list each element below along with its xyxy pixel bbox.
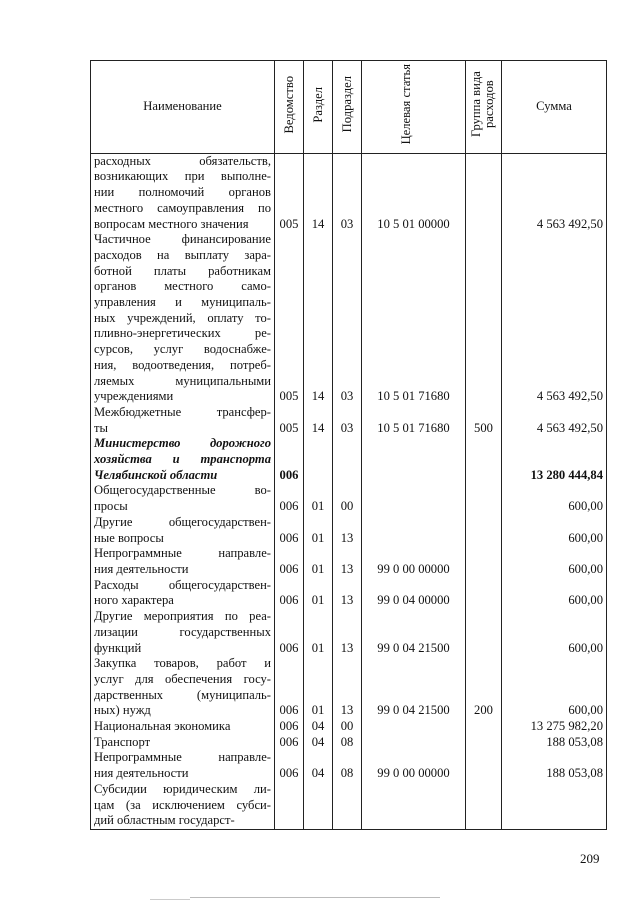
row-name-line: ляемых муниципальными bbox=[94, 373, 271, 388]
row-name-line: Общегосударственные во- bbox=[94, 483, 271, 498]
row-name-line: ботной платы работникам bbox=[94, 263, 271, 278]
row-department: 006 bbox=[275, 483, 304, 514]
row-group bbox=[466, 232, 502, 405]
row-name bbox=[91, 405, 275, 436]
row-name bbox=[91, 153, 275, 232]
row-sum: 600,00 bbox=[502, 578, 607, 609]
row-target: 99 0 00 00000 bbox=[362, 750, 466, 781]
row-group bbox=[466, 750, 502, 781]
row-name bbox=[91, 735, 275, 751]
row-department: 006 bbox=[275, 436, 304, 483]
row-section: 01 bbox=[304, 546, 333, 577]
row-name-line: пливно-энергетических ре- bbox=[94, 326, 271, 341]
row-section: 01 bbox=[304, 656, 333, 719]
row-name-line: учреждениями bbox=[94, 389, 174, 404]
row-name-line: Непрограммные направле- bbox=[94, 546, 271, 561]
table-row bbox=[91, 546, 607, 577]
row-group bbox=[466, 719, 502, 735]
row-name-line: Расходы общегосударствен- bbox=[94, 577, 271, 592]
row-target: 10 5 01 00000 bbox=[362, 153, 466, 232]
row-section: 04 bbox=[304, 719, 333, 735]
row-department: 005 bbox=[275, 232, 304, 405]
row-name-line: сурсов, услуг водоснабже- bbox=[94, 342, 271, 357]
row-name-line: Национальная экономика bbox=[94, 719, 231, 734]
row-department: 006 bbox=[275, 719, 304, 735]
row-section: 14 bbox=[304, 153, 333, 232]
row-subsection: 03 bbox=[333, 153, 362, 232]
row-target: 99 0 04 21500 bbox=[362, 609, 466, 656]
row-name bbox=[91, 750, 275, 781]
row-subsection: 00 bbox=[333, 719, 362, 735]
table-row bbox=[91, 515, 607, 546]
row-department: 006 bbox=[275, 656, 304, 719]
row-sum bbox=[502, 782, 607, 830]
row-name-line: вопросам местного значения bbox=[94, 216, 249, 231]
header-section: Раздел bbox=[304, 61, 333, 154]
row-name bbox=[91, 719, 275, 735]
row-name-line: Частичное финансирование bbox=[94, 232, 271, 247]
row-name-line: Межбюджетные трансфер- bbox=[94, 404, 271, 419]
row-subsection: 13 bbox=[333, 515, 362, 546]
row-name bbox=[91, 578, 275, 609]
row-name-line: ния, водоотведения, потреб- bbox=[94, 357, 271, 372]
row-section: 04 bbox=[304, 750, 333, 781]
row-section: 14 bbox=[304, 232, 333, 405]
table-row bbox=[91, 750, 607, 781]
row-name-line: ния деятельности bbox=[94, 766, 189, 781]
row-subsection: 08 bbox=[333, 750, 362, 781]
row-name bbox=[91, 546, 275, 577]
row-department: 005 bbox=[275, 153, 304, 232]
row-target bbox=[362, 515, 466, 546]
row-name-line: Министерство дорожного bbox=[94, 436, 271, 451]
row-name-line: местного самоуправления по bbox=[94, 200, 271, 215]
row-subsection: 13 bbox=[333, 656, 362, 719]
table-row bbox=[91, 656, 607, 719]
row-target: 99 0 04 00000 bbox=[362, 578, 466, 609]
row-target: 10 5 01 71680 bbox=[362, 232, 466, 405]
row-name-line: Другие мероприятия по реа- bbox=[94, 609, 271, 624]
row-name-line: Непрограммные направле- bbox=[94, 750, 271, 765]
row-target bbox=[362, 735, 466, 751]
footer-rule bbox=[190, 897, 440, 898]
row-section bbox=[304, 782, 333, 830]
row-name-line: расходных обязательств, bbox=[94, 153, 271, 168]
page-number: 209 bbox=[580, 851, 600, 866]
row-target: 99 0 00 00000 bbox=[362, 546, 466, 577]
table-row bbox=[91, 153, 607, 232]
header-name: Наименование bbox=[91, 61, 275, 154]
row-name-line: цам (за исключением субси- bbox=[94, 797, 271, 812]
table-row bbox=[91, 232, 607, 405]
budget-table bbox=[90, 60, 607, 830]
row-department: 005 bbox=[275, 405, 304, 436]
header-department: Ведомство bbox=[275, 61, 304, 154]
row-section: 14 bbox=[304, 405, 333, 436]
row-subsection: 03 bbox=[333, 405, 362, 436]
row-section: 01 bbox=[304, 483, 333, 514]
row-name-line: ты bbox=[94, 420, 108, 435]
header-sum: Сумма bbox=[502, 61, 607, 154]
row-sum: 4 563 492,50 bbox=[502, 232, 607, 405]
row-target: 99 0 04 21500 bbox=[362, 656, 466, 719]
row-department: 006 bbox=[275, 546, 304, 577]
row-name-line: ных учреждений, оплату то- bbox=[94, 310, 271, 325]
row-name-line: просы bbox=[94, 499, 128, 514]
row-name-line: Челябинской области bbox=[94, 467, 218, 482]
row-group bbox=[466, 609, 502, 656]
row-department: 006 bbox=[275, 735, 304, 751]
row-group bbox=[466, 782, 502, 830]
row-sum: 188 053,08 bbox=[502, 750, 607, 781]
row-target bbox=[362, 436, 466, 483]
table-row bbox=[91, 578, 607, 609]
row-subsection bbox=[333, 782, 362, 830]
table-row bbox=[91, 719, 607, 735]
row-department: 006 bbox=[275, 578, 304, 609]
row-target bbox=[362, 719, 466, 735]
row-name-line: услуг для обеспечения госу- bbox=[94, 671, 271, 686]
row-sum: 4 563 492,50 bbox=[502, 153, 607, 232]
table-row bbox=[91, 483, 607, 514]
row-department: 006 bbox=[275, 515, 304, 546]
row-sum: 188 053,08 bbox=[502, 735, 607, 751]
row-subsection: 13 bbox=[333, 546, 362, 577]
row-group bbox=[466, 546, 502, 577]
row-sum: 600,00 bbox=[502, 483, 607, 514]
table-row bbox=[91, 782, 607, 830]
row-name-line: возникающих при выполне- bbox=[94, 169, 271, 184]
row-name bbox=[91, 232, 275, 405]
row-department bbox=[275, 782, 304, 830]
row-subsection: 13 bbox=[333, 578, 362, 609]
row-name-line: ного характера bbox=[94, 593, 174, 608]
table-row bbox=[91, 436, 607, 483]
row-group: 200 bbox=[466, 656, 502, 719]
row-name-line: ных) нужд bbox=[94, 703, 151, 718]
row-name-line: органов местного само- bbox=[94, 279, 271, 294]
row-group: 500 bbox=[466, 405, 502, 436]
row-section bbox=[304, 436, 333, 483]
row-name bbox=[91, 609, 275, 656]
row-department: 006 bbox=[275, 609, 304, 656]
row-sum: 4 563 492,50 bbox=[502, 405, 607, 436]
row-group bbox=[466, 483, 502, 514]
header-subsection: Подраздел bbox=[333, 61, 362, 154]
row-group bbox=[466, 515, 502, 546]
table-row bbox=[91, 405, 607, 436]
row-name-line: Закупка товаров, работ и bbox=[94, 656, 271, 671]
row-sum: 13 275 982,20 bbox=[502, 719, 607, 735]
row-name bbox=[91, 656, 275, 719]
row-section: 01 bbox=[304, 609, 333, 656]
header-group: Группа вида расходов bbox=[466, 61, 502, 154]
row-subsection: 00 bbox=[333, 483, 362, 514]
row-subsection bbox=[333, 436, 362, 483]
row-name-line: расходов на выплату зара- bbox=[94, 247, 271, 262]
row-group bbox=[466, 436, 502, 483]
row-section: 01 bbox=[304, 578, 333, 609]
row-subsection: 08 bbox=[333, 735, 362, 751]
row-sum: 600,00 bbox=[502, 546, 607, 577]
row-group bbox=[466, 735, 502, 751]
table-header-row bbox=[91, 61, 607, 154]
row-name-line: хозяйства и транспорта bbox=[94, 452, 271, 467]
row-name-line: Другие общегосударствен- bbox=[94, 514, 271, 529]
row-section: 04 bbox=[304, 735, 333, 751]
row-subsection: 13 bbox=[333, 609, 362, 656]
row-name-line: управления и муниципаль- bbox=[94, 295, 271, 310]
row-group bbox=[466, 578, 502, 609]
table-body bbox=[91, 153, 607, 829]
row-name bbox=[91, 782, 275, 830]
row-group bbox=[466, 153, 502, 232]
table-row bbox=[91, 735, 607, 751]
row-name-line: Субсидии юридическим ли- bbox=[94, 781, 271, 796]
row-target: 10 5 01 71680 bbox=[362, 405, 466, 436]
row-sum: 600,00 bbox=[502, 515, 607, 546]
row-sum: 600,00 bbox=[502, 609, 607, 656]
row-name-line: нии полномочий органов bbox=[94, 185, 271, 200]
row-sum: 600,00 bbox=[502, 656, 607, 719]
row-name-line: Транспорт bbox=[94, 734, 151, 749]
header-target: Целевая статья bbox=[362, 61, 466, 154]
row-name bbox=[91, 436, 275, 483]
row-name-line: функций bbox=[94, 640, 142, 655]
row-name bbox=[91, 483, 275, 514]
row-name-line: лизации государственных bbox=[94, 624, 271, 639]
row-name-line: ные вопросы bbox=[94, 530, 164, 545]
row-name bbox=[91, 515, 275, 546]
row-department: 006 bbox=[275, 750, 304, 781]
row-target bbox=[362, 782, 466, 830]
table-row bbox=[91, 609, 607, 656]
row-sum: 13 280 444,84 bbox=[502, 436, 607, 483]
row-name-line: дий областным государст- bbox=[94, 813, 235, 828]
row-target bbox=[362, 483, 466, 514]
row-name-line: дарственных (муниципаль- bbox=[94, 687, 271, 702]
row-section: 01 bbox=[304, 515, 333, 546]
footer-rule-short bbox=[150, 899, 190, 900]
row-name-line: ния деятельности bbox=[94, 561, 189, 576]
row-subsection: 03 bbox=[333, 232, 362, 405]
